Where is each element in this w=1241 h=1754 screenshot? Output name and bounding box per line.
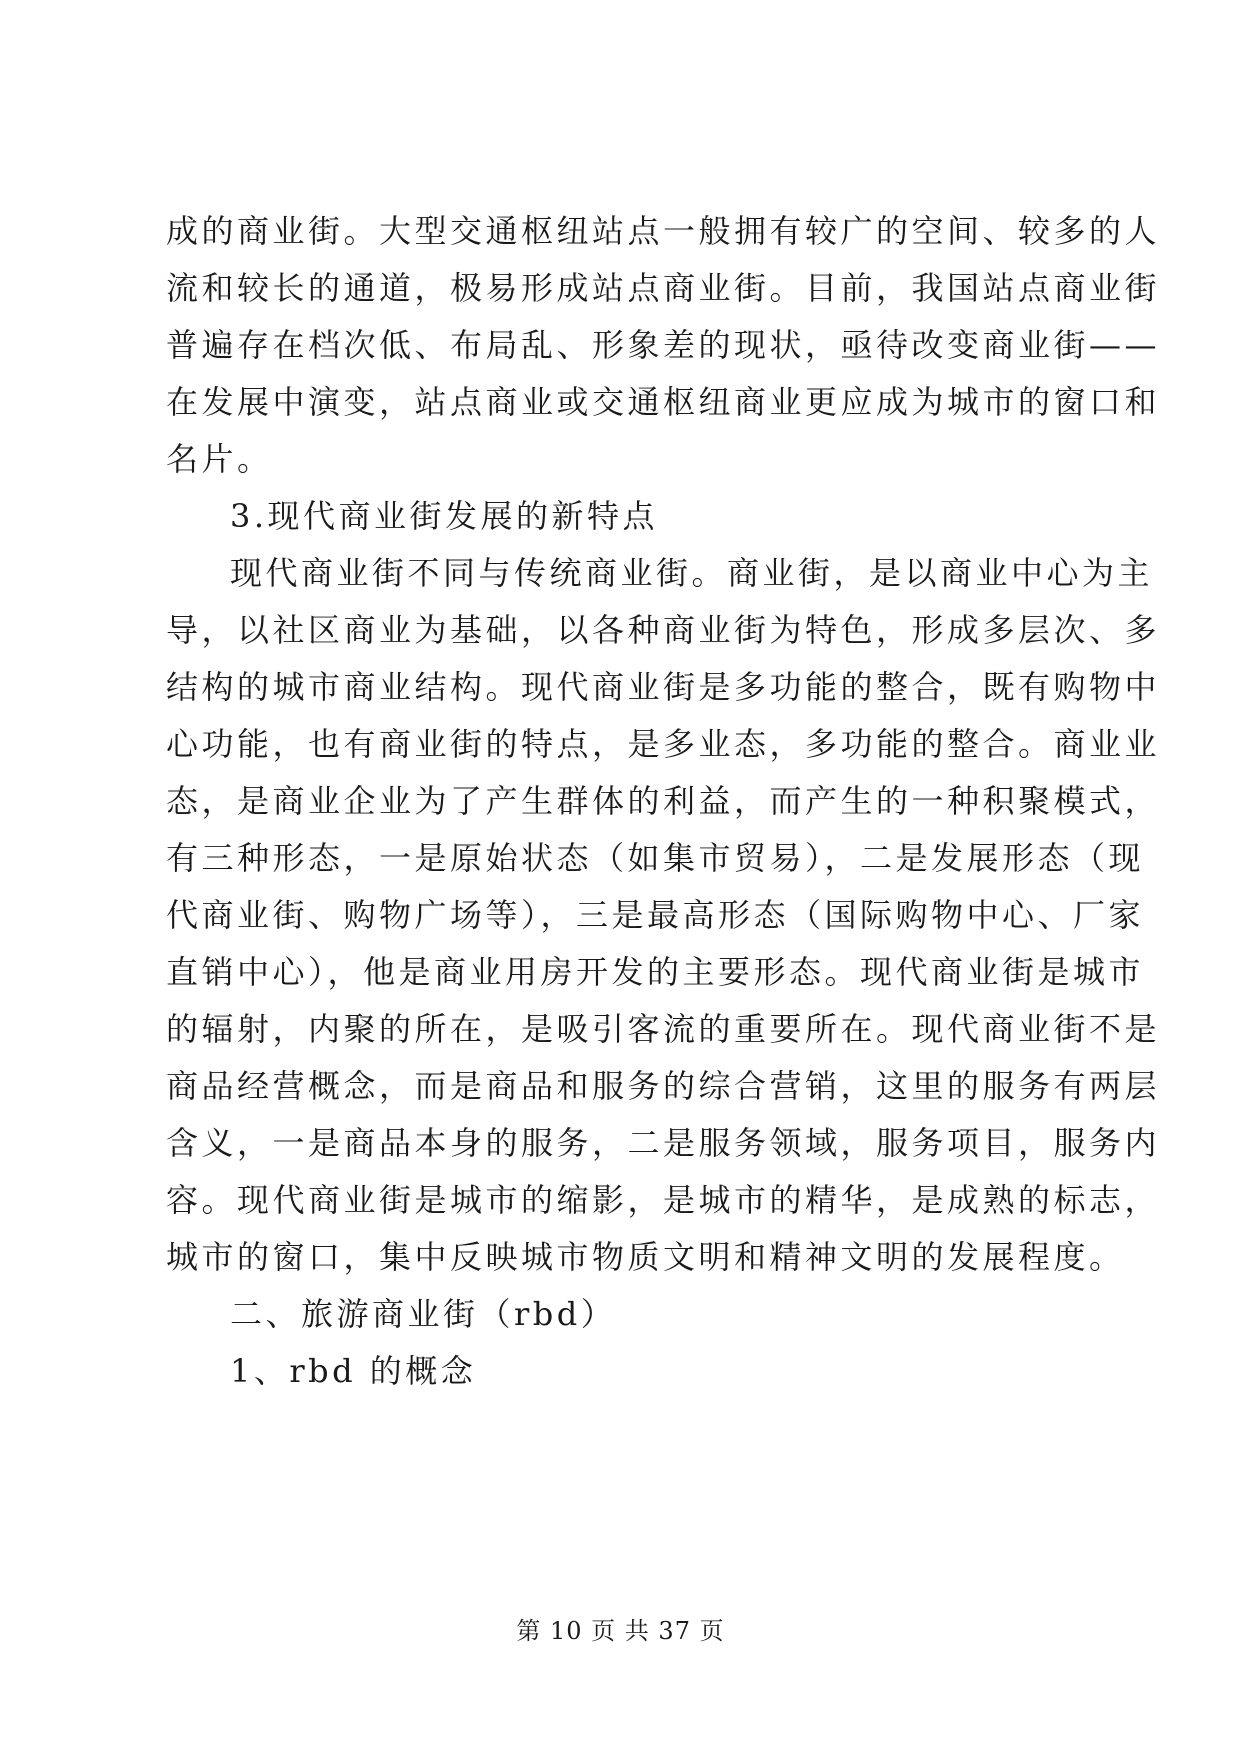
page-number-footer: 第 10 页 共 37 页 (516, 1617, 725, 1645)
body-text-line: 导，以社区商业为基础，以各种商业街为特色，形成多层次、多 (166, 611, 1161, 649)
body-text-line: 的辐射，内聚的所在，是吸引客流的重要所在。现代商业街不是 (166, 1010, 1161, 1048)
body-text-line: 在发展中演变，站点商业或交通枢纽商业更应成为城市的窗口和 (166, 383, 1161, 421)
body-text-line: 直销中心），他是商业用房开发的主要形态。现代商业街是城市 (166, 953, 1145, 991)
body-text-line: 城市的窗口，集中反映城市物质文明和精神文明的发展程度。 (166, 1238, 1125, 1276)
body-text-line: 商品经营概念，而是商品和服务的综合营销，这里的服务有两层 (166, 1067, 1161, 1105)
body-text-line: 普遍存在档次低、布局乱、形象差的现状，亟待改变商业街—— (166, 326, 1161, 364)
body-text-line: 容。现代商业街是城市的缩影，是城市的精华，是成熟的标志， (166, 1181, 1161, 1219)
body-text-line: 有三种形态，一是原始状态（如集市贸易），二是发展形态（现 (166, 839, 1145, 877)
body-text-line: 含义，一是商品本身的服务，二是服务领域，服务项目，服务内 (166, 1124, 1161, 1162)
body-text-line: 心功能，也有商业街的特点，是多业态，多功能的整合。商业业 (166, 725, 1161, 763)
subsection-heading: 1、rbd 的概念 (230, 1352, 477, 1390)
body-text-line: 成的商业街。大型交通枢纽站点一般拥有较广的空间、较多的人 (166, 212, 1161, 250)
body-text-line: 名片。 (166, 440, 273, 478)
body-text-line: 现代商业街不同与传统商业街。商业街，是以商业中心为主 (230, 554, 1154, 592)
body-text-line: 代商业街、购物广场等），三是最高形态（国际购物中心、厂家 (166, 896, 1145, 934)
body-text-line: 态，是商业企业为了产生群体的利益，而产生的一种积聚模式， (166, 782, 1161, 820)
body-text-line: 结构的城市商业结构。现代商业街是多功能的整合，既有购物中 (166, 668, 1161, 706)
section-heading: 二、旅游商业街（rbd） (230, 1295, 617, 1333)
subsection-heading: 3.现代商业街发展的新特点 (230, 497, 659, 535)
body-text-line: 流和较长的通道，极易形成站点商业街。目前，我国站点商业街 (166, 269, 1161, 307)
